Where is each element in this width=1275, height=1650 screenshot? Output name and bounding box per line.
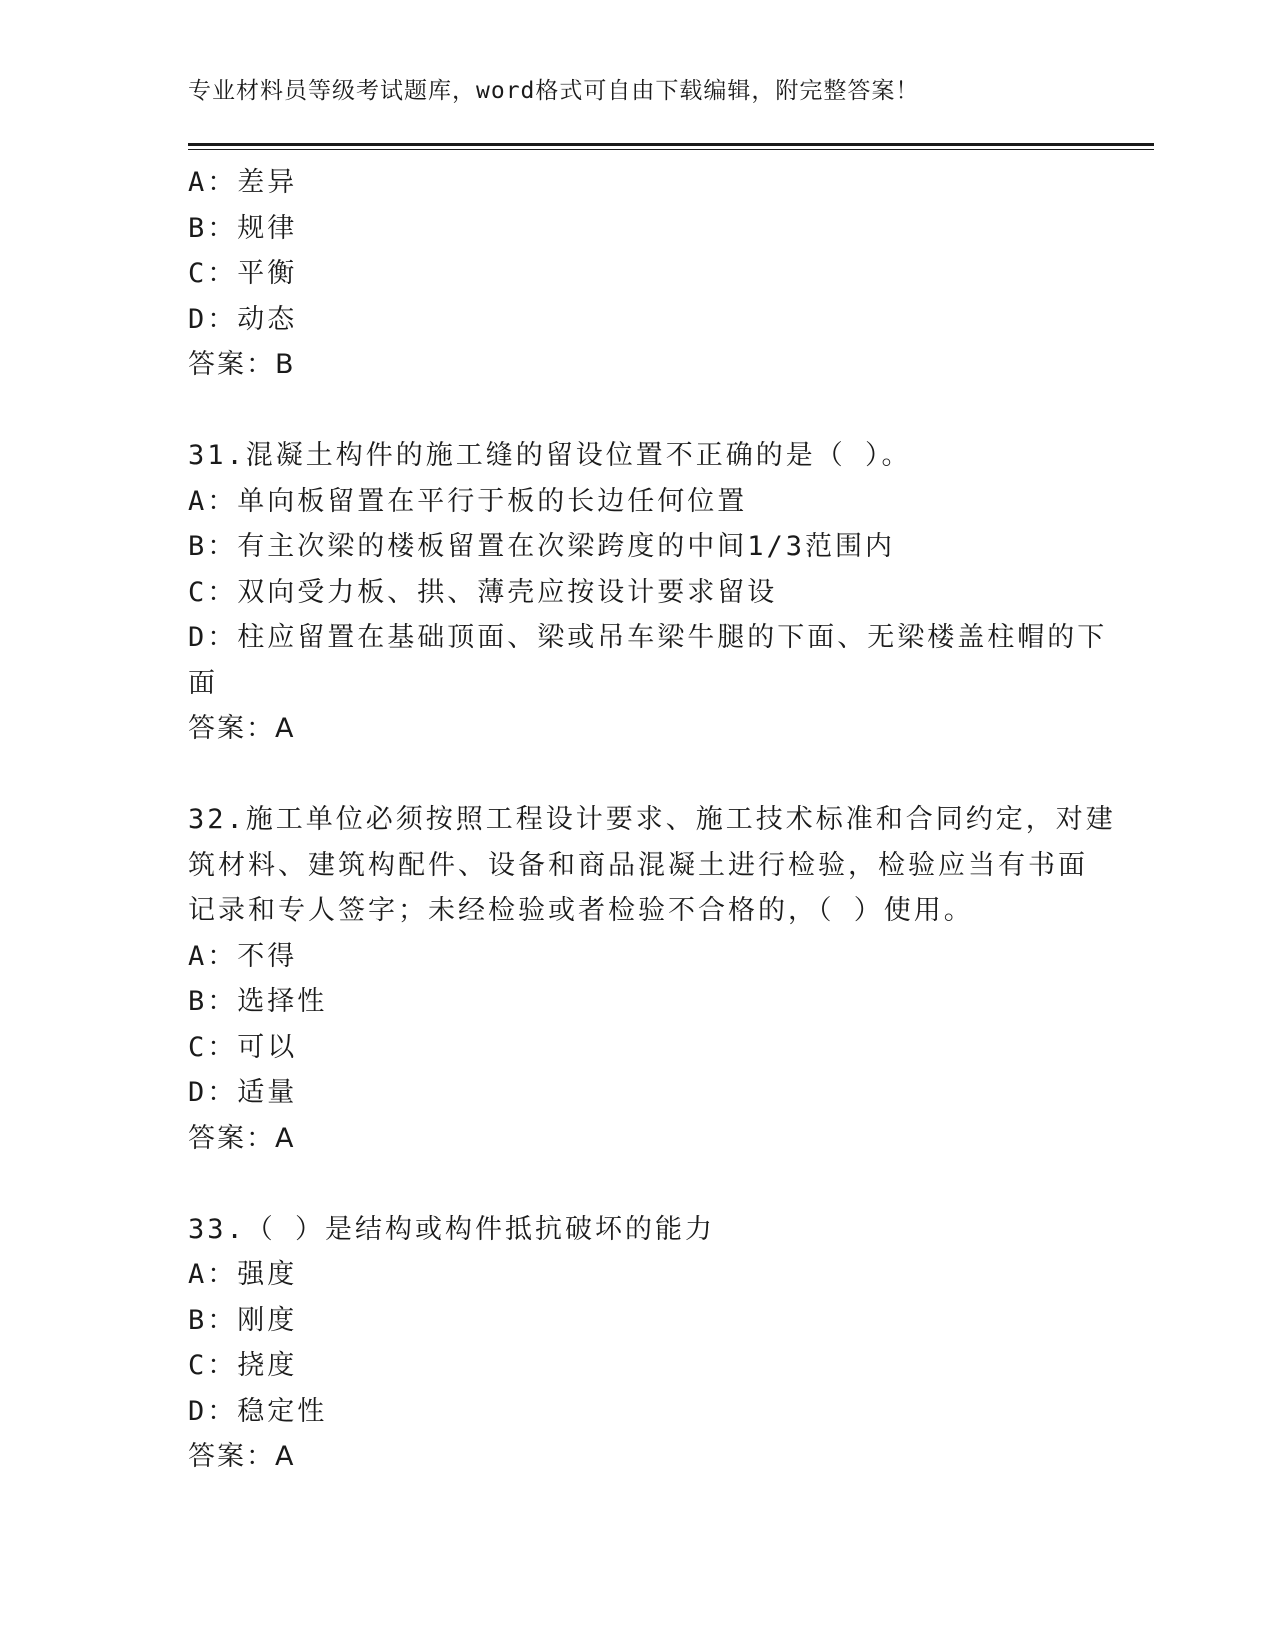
question-text: 记录和专人签字；未经检验或者检验不合格的，（ ）使用。 — [188, 895, 974, 926]
option-a: A：不得 — [188, 940, 298, 972]
option-b: B：规律 — [188, 212, 298, 244]
spacer — [188, 752, 1088, 798]
question-text: 31.混凝土构件的施工缝的留设位置不正确的是（ ）。 — [188, 440, 912, 471]
option-a: A：差异 — [188, 167, 298, 198]
option-c: C：双向受力板、拱、薄壳应按设计要求留设 — [188, 576, 778, 608]
option-c: C：挠度 — [188, 1350, 298, 1381]
answer: 答案：B — [188, 349, 296, 380]
option-c: C：平衡 — [188, 258, 298, 289]
option-b: B：有主次梁的楼板留置在次梁跨度的中间1/3范围内 — [188, 531, 896, 562]
header-divider — [188, 143, 1154, 146]
answer: 答案：A — [188, 1122, 296, 1154]
option-a: A：强度 — [188, 1259, 298, 1290]
page-header: 专业材料员等级考试题库，word格式可自由下载编辑，附完整答案！ — [188, 78, 920, 104]
answer: 答案：A — [188, 713, 296, 744]
option-d: D：柱应留置在基础顶面、梁或吊车梁牛腿的下面、无梁楼盖柱帽的下 — [188, 622, 1108, 653]
question-text: 筑材料、建筑构配件、设备和商品混凝土进行检验，检验应当有书面 — [188, 849, 1088, 881]
spacer — [188, 1161, 1088, 1207]
question-31-block — [188, 433, 1108, 752]
question-content — [188, 160, 1116, 1480]
option-b: B：选择性 — [188, 986, 328, 1017]
option-d: D：稳定性 — [188, 1395, 328, 1427]
answer: 答案：A — [188, 1441, 296, 1472]
header-divider-thin — [188, 149, 1154, 150]
question-33-block — [188, 1207, 1088, 1480]
option-d: D：动态 — [188, 303, 298, 335]
option-a: A：单向板留置在平行于板的长边任何位置 — [188, 485, 748, 517]
question-text: 33.（ ）是结构或构件抵抗破坏的能力 — [188, 1213, 716, 1245]
question-text: 32.施工单位必须按照工程设计要求、施工技术标准和合同约定，对建 — [188, 804, 1116, 835]
option-d: D：适量 — [188, 1077, 298, 1108]
option-b: B：刚度 — [188, 1304, 298, 1336]
spacer — [188, 388, 1088, 434]
question-30-block — [188, 160, 1088, 388]
question-32-block — [188, 797, 1116, 1161]
option-d-continued: 面 — [188, 667, 218, 699]
option-c: C：可以 — [188, 1031, 298, 1063]
